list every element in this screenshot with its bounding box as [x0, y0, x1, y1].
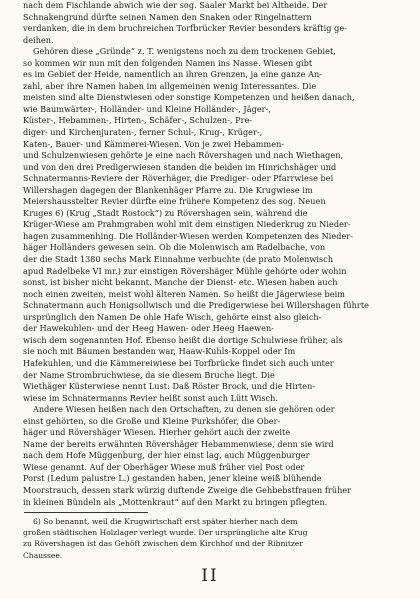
text-line: Hafekuhlen, und die Kämmereiwiese bei Torfbrücke findet sich auch unter: [23, 357, 334, 368]
text-line: häger und Rövershäger Wiesen. Hierher gehört auch der zweite: [23, 427, 291, 438]
text-line: hagen zusammenhing. Die Holländer-Wiesen werden Kompetenzen des Nieder-: [23, 230, 354, 241]
text-line: Meiershausstelter Revier dürfte eine frühere Kompetenz des sog. Neuen: [23, 196, 326, 207]
text-line: nach dem Fischlande abwich wie der sog. Saaler Markt bei Altheide. Der: [23, 0, 328, 10]
text-line: diger- und Kirchenjuraten-, ferner Schul-, Krug-, Krüger-,: [23, 127, 263, 138]
text-line: der die Stadt 1380 sechs Mark Einnahme verbuchte (de prato Molenwisch: [23, 254, 334, 265]
text-line: ursprünglich den Namen De ohle Hafe Wisch, gehörte einst also gleich-: [23, 311, 322, 322]
text-line: Wiethäger Küsterwiese nennt Lust: Daß Röster Brock, und die Hirten-: [23, 381, 316, 392]
text-line: der Name Strombruchwiese, da sie diesem Bruche liegt. Die: [23, 369, 275, 380]
text-line: Moorstrauch, dessen stark würzig duftende Zweige die Gehbebstfrauen früher: [23, 484, 352, 495]
text-line: wiese im Schnatermanns Revier heißt sonst auch Lütt Wisch.: [23, 392, 279, 403]
text-line: Schnatermanns-Reviere der Röverhäger, die Prediger- oder Pfarrwiese bei: [23, 173, 334, 184]
text-line: apud Radelbeke VI mr.) zur einstigen Rövershäger Mühle gehörte oder wohin: [23, 265, 347, 276]
text-line: sonst, ist bisher nicht bekannt. Manche der Dienst- etc. Wiesen haben auch: [23, 277, 338, 288]
text-line: Name der bereits erwähnten Rövershäger Hebammenwiese, denn sie wird: [23, 438, 334, 449]
text-line: Schnakengrund dürfte seinen Namen den Snaken oder Ringelnattern: [23, 11, 312, 22]
text-line: Gehören diese „Gründe“ z. T. wenigstens noch zu dem trockenen Gebiet,: [33, 46, 336, 57]
footnote-line: Chaussee.: [23, 550, 63, 560]
text-line: deihen.: [23, 34, 54, 45]
footnote-block: [23, 516, 395, 561]
footnote-line: zu Rövershagen ist das Gehöft zwischen dem Kirchhof und der Ribnitzer: [23, 539, 304, 549]
text-line: sie noch mit Bäumen bestanden war, Haaw-Kuhls-Koppel oder Im: [23, 346, 296, 357]
text-line: zahl, aber ihre Namen haben im allgemeinen wenig Interessantes. Die: [23, 80, 317, 91]
text-line: Willershagen dagegen der Blankenhäger Pfarre zu. Die Krugwiese im: [23, 184, 313, 195]
text-line: nach dem Hofe Müggenburg, der hier einst lag, auch Müggenburger: [23, 450, 310, 461]
text-line: häger Holländers gewesen sein. Ob die Molenwisch am Radelbache, von: [23, 242, 326, 253]
text-line: so kommen wir nun mit den folgenden Namen ins Nasse. Wiesen gibt: [23, 57, 313, 68]
text-line: Küster-, Hebammen-, Hirten-, Schäfer-, Schulzen-, Pre-: [23, 115, 253, 126]
text-line: der Hawekuhlen- und der Heeg Hawen- oder Heeg Haewen-: [23, 323, 275, 334]
text-line: wisch dem sogenannten Hof. Ebenso heißt die dortige Schulwiese früher, als: [23, 334, 343, 345]
text-line: und von den drei Predigerwiesen standen die beiden im Hinrichshäger und: [23, 161, 337, 172]
text-line: in kleinen Bündeln als „Mottenkraut“ auf den Markt zu bringen pflegten.: [23, 496, 328, 507]
text-line: es im Gebiet der Heide, namentlich an ihren Grenzen, ja eine ganze An-: [23, 69, 323, 80]
text-line: und Schulzenwiesen gehörte je eine nach Rövershagen und nach Wiethagen,: [23, 150, 344, 161]
main-text-block: [23, 0, 395, 508]
text-line: Schnatermann auch Honigsollwisch und die Predigerwiese bei Willershagen führte: [23, 300, 369, 311]
page-number: II: [201, 566, 219, 586]
text-line: wie Baumwärter-, Holländer- und Kleine Holländer-, Jäger-,: [23, 103, 272, 114]
footnote-line: großen städtischen Holzlager verlegt wurde. Der ursprüngliche alte Krug: [23, 528, 308, 538]
text-line: Andere Wiesen heißen nach den Ortschaften, zu denen sie gehören oder: [33, 404, 335, 415]
footnote-divider: [24, 512, 148, 513]
text-line: Krüger-Wiese am Prahmgraben wohl mit dem einstigen Niederkrug zu Nieder-: [23, 219, 351, 230]
text-line: Katen-, Bauer- und Kämmerei-Wiesen. Von je zwei Hebammen-: [23, 138, 285, 149]
text-line: Porst (Ledum palustre L.) gestanden haben, jener kleine weiß blühende: [23, 473, 322, 484]
text-line: noch einen zweiten, meist wohl älteren Namen. So heißt die Jägerwiese beim: [23, 288, 345, 299]
text-line: verdanken, die in dem bruchreichen Torfbrücker Revier besonders kräftig ge-: [23, 23, 347, 34]
text-line: meisten sind alte Dienstwiesen oder sonstige Kompetenzen und heißen danach,: [23, 92, 355, 103]
text-line: einst gehörten, so die Große und Kleine Purkshöfer, die Ober-: [23, 415, 281, 426]
text-line: Kruges 6) (Krug „Stadt Rostock“) zu Rövershagen sein, während die: [23, 207, 308, 218]
footnote-line: 6) So benannt, weil die Krugwirtschaft erst später hierher nach dem: [33, 517, 298, 526]
text-line: Wiese genannt. Auf der Oberhäger Wiese muß früher viel Post oder: [23, 461, 305, 472]
